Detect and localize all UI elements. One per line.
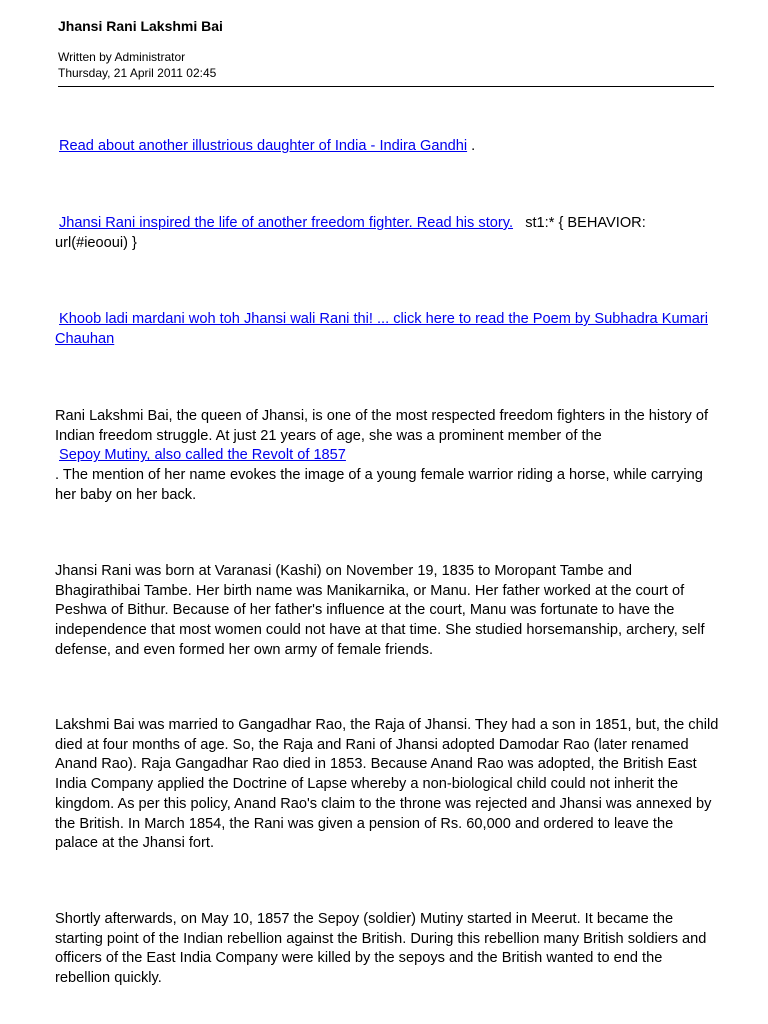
freedom-fighter-story-link[interactable]: Jhansi Rani inspired the life of another freedom fighter. Read his story.: [59, 215, 514, 231]
paragraph-birth: Jhansi Rani was born at Varanasi (Kashi) on November 19, 1835 to Moropant Tambe and Bhagirathibai Tambe. Her birth name was Manikarnika, or Manu. Her father worked at the court of Peshwa of Bithur. Because of her father's influence at the court, Manu was fortunate to have the independence that most women could not have at that time. She studied horsemanship, archery, self defense, and even formed her own army of female friends.: [55, 563, 705, 658]
stray-style-text: st1:* { BEHAVIOR: url(#ieooui) }: [55, 215, 646, 251]
indira-gandhi-line: [55, 137, 720, 157]
paragraph-intro-continued: . The mention of her name evokes the image of a young female warrior riding a horse, while carrying her baby on her back.: [55, 467, 703, 503]
paragraph-marriage: Lakshmi Bai was married to Gangadhar Rao, the Raja of Jhansi. They had a son in 1851, but, the child died at four months of age. So, the Raja and Rani of Jhansi adopted Damodar Rao (later renamed Anand Rao). Raja Gangadhar Rao died in 1853. Because Anand Rao was adopted, the British East India Company applied the Doctrine of Lapse whereby a non-biological child could not inherit the kingdom. As per this policy, Anand Rao's claim to the throne was rejected and Jhansi was annexed by the British. In March 1854, the Rani was given a pension of Rs. 60,000 and ordered to leave the palace at the Jhansi fort.: [55, 717, 719, 852]
article-title: Jhansi Rani Lakshmi Bai: [58, 18, 223, 34]
indira-gandhi-link[interactable]: Read about another illustrious daughter of India - Indira Gandhi: [59, 138, 468, 154]
article-meta: [58, 49, 216, 81]
poem-link[interactable]: Khoob ladi mardani woh toh Jhansi wali Rani thi! ... click here to read the Poem by Subhadra Kumari Chauhan: [55, 311, 708, 347]
poem-line: [55, 310, 720, 349]
paragraph-mutiny: Shortly afterwards, on May 10, 1857 the Sepoy (soldier) Mutiny started in Meerut. It became the starting point of the Indian rebellion against the British. During this rebellion many British soldiers and officers of the East India Company were killed by the sepoys and the British wanted to end the rebellion quickly.: [55, 911, 707, 987]
header-divider: [58, 86, 714, 87]
author-line: Written by Administrator: [58, 50, 186, 64]
date-line: Thursday, 21 April 2011 02:45: [58, 66, 217, 80]
paragraph-intro-text: Rani Lakshmi Bai, the queen of Jhansi, is one of the most respected freedom fighters in the history of Indian freedom struggle. At just 21 years of age, she was a prominent member of the: [55, 408, 709, 444]
sepoy-mutiny-link[interactable]: Sepoy Mutiny, also called the Revolt of 1857: [59, 447, 346, 464]
paragraph-intro: [55, 407, 720, 506]
freedom-fighter-line: [55, 214, 720, 253]
indira-gandhi-period: .: [467, 138, 476, 154]
